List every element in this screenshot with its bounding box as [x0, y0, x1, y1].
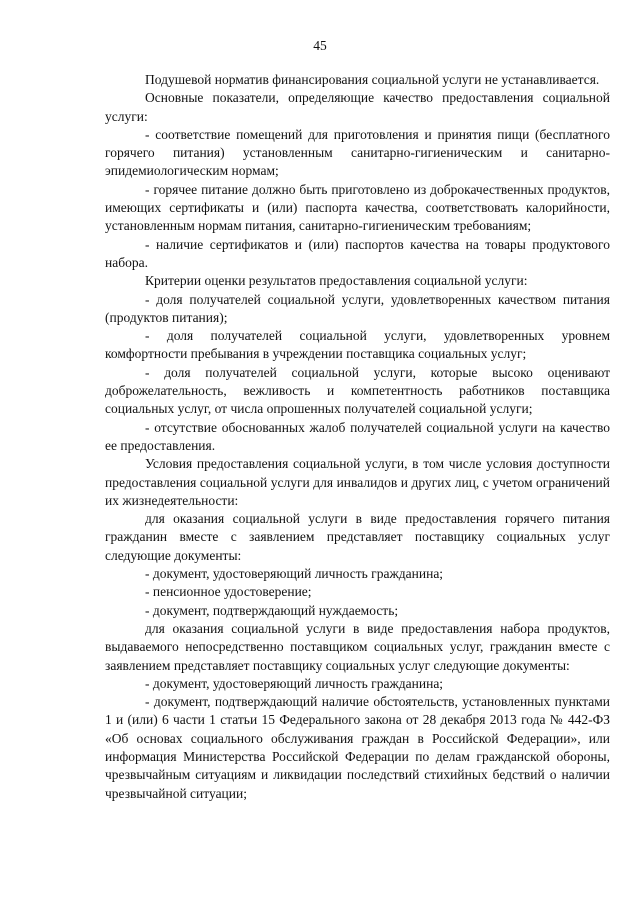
- paragraph-premises-compliance: - соответствие помещений для приготовления и принятия пищи (бесплатного горячего питания) установленным санитарно-гигиеническим и санитарно-эпидемиологическим нормам;: [105, 126, 610, 179]
- paragraph-quality-indicators-heading: Основные показатели, определяющие качество предоставления социальной услуги:: [105, 90, 610, 124]
- paragraph-comfort-satisfaction: - доля получателей социальной услуги, удовлетворенных уровнем комфортности пребывания в учреждении поставщика социальных услуг;: [105, 328, 610, 362]
- paragraph-conditions-heading: Условия предоставления социальной услуги, в том числе условия доступности предоставления социальной услуги для инвалидов и других лиц, с учетом ограничений их жизнедеятельности:: [105, 456, 610, 508]
- paragraph-per-capita-norm: Подушевой норматив финансирования социальной услуги не устанавливается.: [145, 72, 600, 87]
- paragraph-certificates: - наличие сертификатов и (или) паспортов качества на товары продуктового набора.: [105, 236, 610, 270]
- list-item-pension-certificate: - пенсионное удостоверение;: [145, 584, 312, 600]
- paragraph-staff-rating: - доля получателей социальной услуги, которые высоко оценивают доброжелательность, вежливость и компетентность работников поставщика социальных услуг, от числа опрошенных получателей социальной услуги;: [105, 364, 610, 417]
- paragraph-hot-meals-documents: для оказания социальной услуги в виде предоставления горячего питания гражданин вместе с заявлением представляет поставщику социальных услуг следующие документы:: [105, 511, 610, 563]
- body-text: [105, 71, 610, 803]
- list-item-identity-document-2: - документ, удостоверяющий личность гражданина;: [145, 675, 444, 691]
- paragraph-hot-meals-quality: - горячее питание должно быть приготовлено из доброкачественных продуктов, имеющих сертификаты и (или) паспорта качества, соответствовать калорийности, установленным нормам питания, санитарно-гигиеническим требованиям;: [105, 181, 610, 234]
- list-item-need-document: - документ, подтверждающий нуждаемость;: [145, 602, 399, 618]
- paragraph-food-set-documents: для оказания социальной услуги в виде предоставления набора продуктов, выдаваемого непосредственно поставщиком социальных услуг, гражданин вместе с заявлением представляет поставщику социальных услуг следующие документы:: [105, 620, 610, 673]
- list-item-circumstances-document: - документ, подтверждающий наличие обстоятельств, установленных пунктами 1 и (или) 6 части 1 статьи 15 Федерального закона от 28 декабря 2013 года № 442-ФЗ «Об основах социального обслуживания граждан в Российской Федерации», или информация Министерства Российской Федерации по делам гражданской обороны, чрезвычайным ситуациям и ликвидации последствий стихийных бедствий о наличии чрезвычайной ситуации;: [105, 694, 610, 801]
- paragraph-no-complaints: - отсутствие обоснованных жалоб получателей социальной услуги на качество ее предоставления.: [105, 419, 610, 453]
- page-number: 45: [313, 38, 327, 53]
- paragraph-evaluation-criteria-heading: Критерии оценки результатов предоставления социальной услуги:: [145, 273, 528, 289]
- list-item-identity-document: - документ, удостоверяющий личность гражданина;: [145, 566, 444, 582]
- paragraph-food-satisfaction: - доля получателей социальной услуги, удовлетворенных качеством питания (продуктов питания);: [105, 291, 610, 325]
